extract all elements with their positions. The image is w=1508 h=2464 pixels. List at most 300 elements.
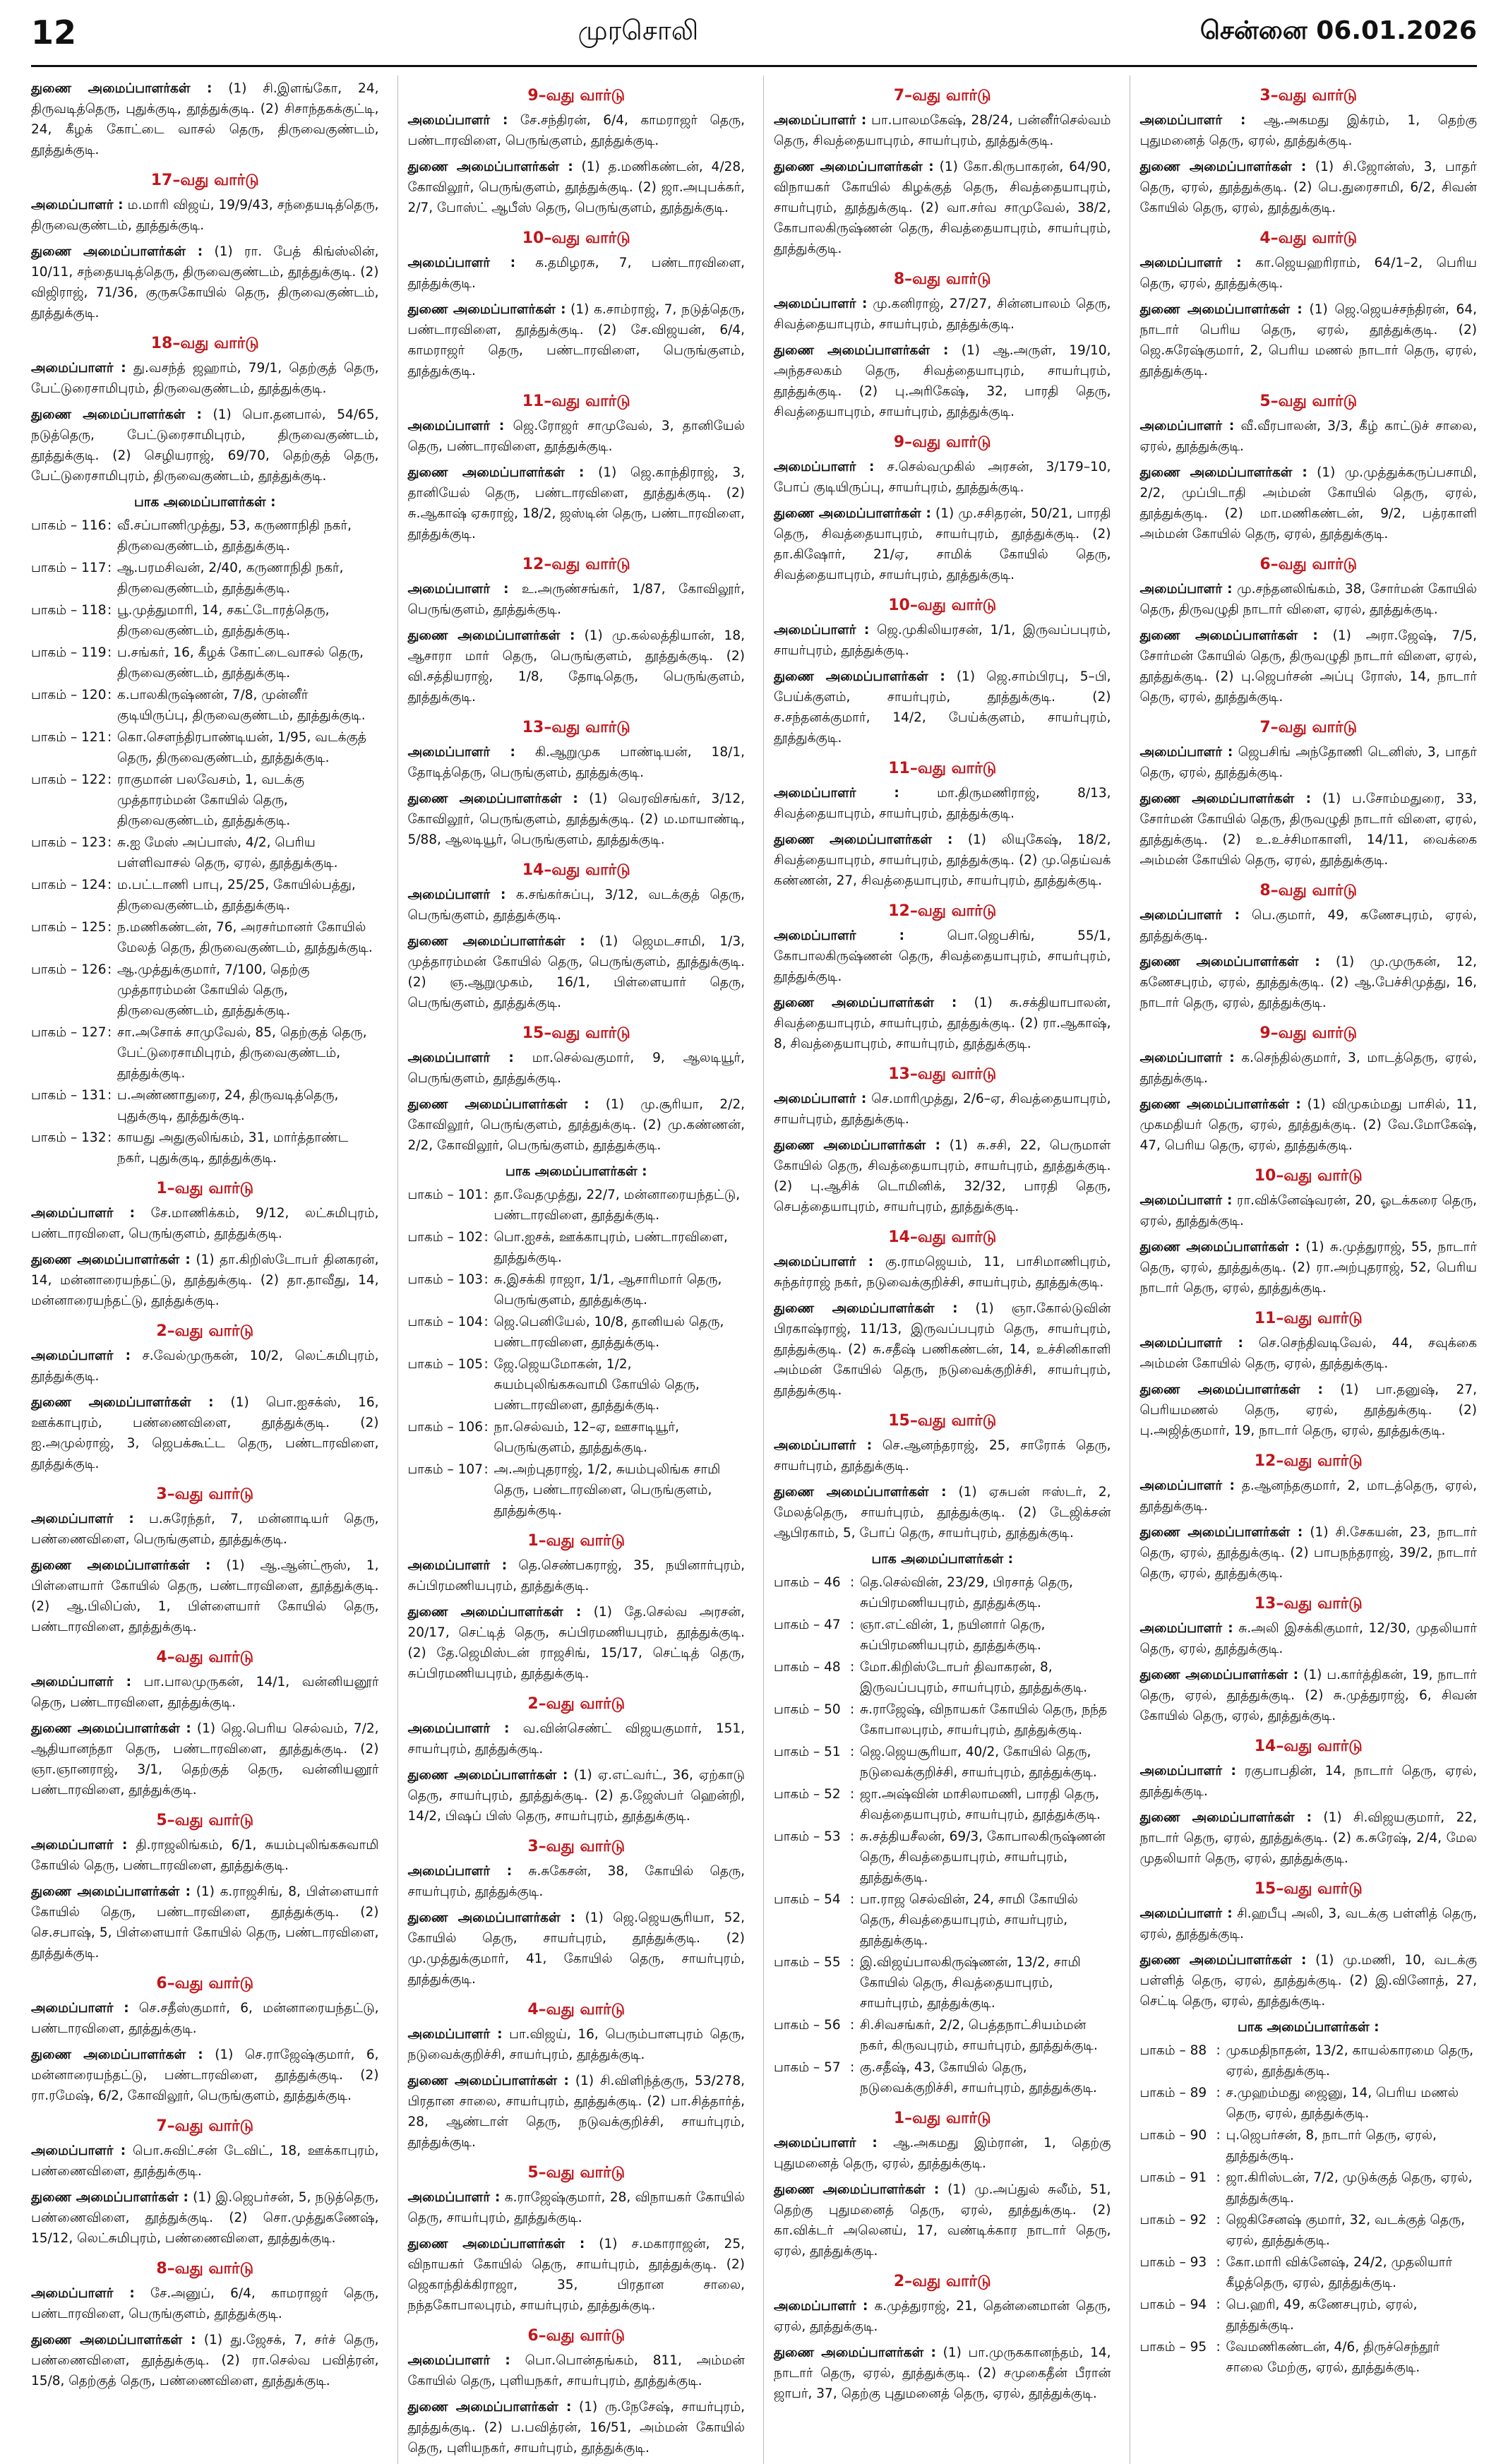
organiser-entry	[31, 78, 379, 160]
organiser-entry	[408, 2234, 746, 2316]
organiser-text: செ.மாரிமுத்து, 2/6–ஏ, சிவத்தையாபுரம், சாயர்புரம், தூத்துக்குடி.	[774, 1092, 1111, 1127]
booth-entry	[31, 959, 379, 1021]
organiser-entry	[774, 503, 1111, 585]
booth-text: தா.வேதமுத்து, 22/7, மன்னாரையந்தட்டு, பண்டாரவிளை, தூத்துக்குடி.	[493, 1188, 741, 1223]
organiser-text: ஜெ.ரோஜர் சாமுவேல், 3, தானியேல் தெரு, பண்டாரவிளை, தூத்துக்குடி.	[407, 419, 745, 454]
organiser-text: ஜெபசிங் அந்தோணி டெனிஸ், 3, பாதர் தெரு, ஏரல், தூத்துக்குடி.	[1139, 745, 1477, 780]
organiser-entry	[408, 1048, 746, 1089]
organiser-text: (1) சி.இளங்கோ, 24, திருவடித்தெரு, புதுக்குடி, தூத்துக்குடி. (2) சிசாந்தகக்குட்டி, 24, கீழக் கோட்டை வாசல் தெரு, திருவைகுண்டம், தூத்துக்குடி.	[31, 81, 379, 157]
organiser-entry	[1140, 1094, 1478, 1156]
organiser-entry	[408, 1094, 746, 1156]
organiser-entry	[1140, 1807, 1478, 1869]
booth-entry	[408, 1227, 746, 1268]
organiser-text: (1) க.ராஜசிங், 8, பிள்ளையார் கோயில் தெரு, பண்டாரவிளை, தூத்துக்குடி. (2) செ.சபாஷ், 5, பிள்ளையார் கோயில் தெரு, பண்டாரவிளை, தூத்துக்குடி.	[31, 1884, 379, 1961]
booth-separator: :	[484, 1315, 489, 1329]
role-label: அமைப்பாளர் :	[774, 1092, 867, 1106]
role-label: துணை அமைப்பாளர்கள் :	[1139, 1525, 1303, 1540]
booth-separator: :	[107, 730, 112, 745]
organiser-entry	[408, 1555, 746, 1596]
dateline: சென்னை 06.01.2026	[1199, 16, 1477, 45]
organiser-text: பொ.பொன்தங்கம், 811, அம்மன் கோயில் தெரு, புளியநகர், சாயர்புரம், தூத்துக்குடி.	[407, 2353, 745, 2388]
role-label: துணை அமைப்பாளர்கள் :	[31, 244, 203, 259]
organiser-text: (1) தே.செல்வ அரசன், 20/17, செட்டித் தெரு, சுப்பிரமணியபுரம், தூத்துக்குடி. (2) தே.ஜெமிஸ்டன் ராஜசிங், 15/17, செட்டித் தெரு, சுப்பிரமணியபுரம், தூத்துக்குடி.	[407, 1605, 745, 1681]
booth-text: மோ.கிறிஸ்டோபர் திவாகரன், 8, இருவப்பபுரம், சாயர்புரம், தூத்துக்குடி.	[860, 1660, 1088, 1695]
role-label: துணை அமைப்பாளர்கள் :	[774, 669, 945, 684]
organiser-text: (1) ஞா.கோல்டுவின் பிரகாஷ்ராஜ், 11/13, இருவப்பபுரம் தெரு, சாயர்புரம், தூத்துக்குடி. (2) சு.சதீஷ் பணிகண்டன், 14, உச்சினிகாளி அம்மன் கோயில் தெரு, நடுவைக்குறிச்சி, சாயர்புரம், தூத்துக்குடி.	[774, 1301, 1111, 1398]
booth-entry	[31, 770, 379, 831]
booth-entry	[774, 1742, 1111, 1783]
organiser-text: ஆ.அகமது இம்ரான், 1, தெற்கு புதுமனைத் தெரு, ஏரல், தூத்துக்குடி.	[774, 2136, 1111, 2171]
booth-entry	[774, 1615, 1111, 1656]
organiser-text: ஜெ.முகிலியரசன், 1/1, இருவப்பபுரம், சாயர்புரம், தூத்துக்குடி.	[774, 623, 1111, 658]
organiser-text: பா.விஜய், 16, பெரும்பாளபுரம் தெரு, நடுவைக்குறிச்சி, சாயர்புரம், தூத்துக்குடி.	[407, 2027, 745, 2062]
booth-separator: :	[850, 1745, 855, 1759]
column-2	[397, 76, 746, 2464]
role-label: துணை அமைப்பாளர்கள் :	[31, 2190, 188, 2205]
ward-title: 17–வது வார்டு	[150, 172, 259, 189]
booth-entry	[774, 2057, 1111, 2098]
ward-title: 7–வது வார்டு	[1259, 719, 1358, 736]
organiser-text: சே.சந்திரன், 6/4, காமராஜர் தெரு, பண்டாரவிளை, பெருங்குளம், தூத்துக்குடி.	[407, 113, 745, 148]
organiser-text: கா.ஜெயஹரிராம், 64/1–2, பெரிய தெரு, ஏரல், தூத்துக்குடி.	[1139, 256, 1477, 291]
booth-entry	[774, 1572, 1111, 1613]
booth-text: முகமதிநாதன், 13/2, காயல்காரமை தெரு, ஏரல், தூத்துக்குடி.	[1226, 2043, 1474, 2079]
role-label: துணை அமைப்பாளர்கள் :	[407, 791, 578, 806]
role-label: அமைப்பாளர் :	[774, 623, 870, 638]
organiser-text: (1) ஜெ.காந்திராஜ், 3, தானியேல் தெரு, பண்டாரவிளை, தூத்துக்குடி. (2) சு.ஆகாஷ் ஏசுராஜ், 18/2, ஜஸ்டின் தெரு, பண்டாரவிளை, தூத்துக்குடி.	[407, 465, 745, 542]
booth-separator: :	[107, 878, 112, 892]
organiser-text: மா.திருமணிராஜ், 8/13, சிவத்தையாபுரம், சாயர்புரம், தூத்துக்குடி.	[774, 786, 1111, 821]
booth-entry	[408, 1459, 746, 1521]
organiser-text: (1) மு.முருகன், 12, கணேசபுரம், ஏரல், தூத்துக்குடி. (2) ஆ.பேச்சிமுத்து, 16, நாடார் தெரு, ஏரல், தூத்துக்குடி.	[1139, 955, 1477, 1010]
booth-organisers-heading: பாக அமைப்பாளர்கள் :	[871, 1552, 1014, 1567]
booth-text: ப.சங்கர், 16, கீழக் கோட்டைவாசல் தெரு, திருவைகுண்டம், தூத்துக்குடி.	[117, 645, 364, 681]
role-label: அமைப்பாளர் :	[1139, 1478, 1235, 1493]
role-label: துணை அமைப்பாளர்கள் :	[774, 1301, 958, 1316]
ward-title: 6–வது வார்டு	[156, 1975, 254, 1992]
role-label: அமைப்பாளர் :	[1139, 1764, 1236, 1778]
organiser-entry	[408, 253, 746, 294]
organiser-entry	[408, 1908, 746, 1990]
organiser-text: ப.சுரேந்தர், 7, மன்னாடியர் தெரு, பண்ணைவிளை, பெருங்குளம், தூத்துக்குடி.	[31, 1512, 379, 1547]
booth-label: பாகம் – 103	[407, 1272, 483, 1287]
booth-entry	[774, 1784, 1111, 1825]
booth-text: வேமணிகண்டன், 4/6, திருச்செந்தூர் சாலை மேற்கு, ஏரல், தூத்துக்குடி.	[1226, 2340, 1440, 2375]
role-label: அமைப்பாளர் :	[407, 2027, 503, 2042]
booth-label: பாகம் – 121	[31, 730, 107, 745]
ward-title: 3–வது வார்டு	[1259, 87, 1358, 104]
organiser-text: தி.ராஜலிங்கம், 6/1, சுயம்புலிங்கசுவாமி கோயில் தெரு, பண்டாரவிளை, தூத்துக்குடி.	[31, 1838, 379, 1873]
organiser-text: த.ஆனந்தகுமார், 2, மாடத்தெரு, ஏரல், தூத்துக்குடி.	[1139, 1478, 1477, 1514]
organiser-entry	[774, 620, 1111, 661]
role-label: அமைப்பாளர் :	[774, 297, 868, 311]
organiser-entry	[774, 2179, 1111, 2261]
ward-title: 12–வது வார்டு	[1254, 1452, 1363, 1470]
booth-label: பாகம் – 106	[407, 1420, 483, 1435]
organiser-entry	[1140, 157, 1478, 218]
organiser-text: ஆ.அகமது இக்ரம், 1, தெற்கு புதுமனைத் தெரு, ஏரல், தூத்துக்குடி.	[1139, 113, 1477, 148]
booth-entry	[1140, 2083, 1478, 2124]
organiser-text: (1) பா.முருககானந்தம், 14, நாடார் தெரு, ஏரல், தூத்துக்குடி. (2) சமுகைதீன் பீரான் ஜாபர், 37, தெற்கு புதுமனைத் தெரு, ஏரல், தூத்துக்குடி.	[774, 2345, 1111, 2401]
booth-organisers-heading: பாக அமைப்பாளர்கள் :	[133, 495, 276, 510]
organiser-entry	[31, 2330, 379, 2391]
booth-entry	[774, 1826, 1111, 1888]
organiser-text: (1) விமுகம்மது பாசில், 11, முகமதியர் தெரு, ஏரல், தூத்துக்குடி. (2) வே.மோகேஷ், 47, பெரிய தெரு, ஏரல், தூத்துக்குடி.	[1139, 1097, 1477, 1153]
organiser-entry	[408, 626, 746, 707]
role-label: அமைப்பாளர் :	[407, 745, 515, 760]
organiser-text: சி.ஹபீபு அலி, 3, வடக்கு பள்ளித் தெரு, ஏரல், தூத்துக்குடி.	[1139, 1906, 1477, 1942]
organiser-text: மா.செல்வகுமார், 9, ஆலடியூர், பெருங்குளம், தூத்துக்குடி.	[407, 1051, 745, 1086]
booth-separator: :	[107, 1088, 112, 1103]
organiser-text: சே.மாணிக்கம், 9/12, லட்சுமிபுரம், பண்டாரவிளை, பெருங்குளம், தூத்துக்குடி.	[31, 1206, 379, 1241]
organiser-entry	[1140, 1237, 1478, 1298]
organiser-entry	[31, 1346, 379, 1387]
ward-title: 15–வது வார்டு	[888, 1412, 997, 1430]
organiser-entry	[774, 2133, 1111, 2174]
role-label: துணை அமைப்பாளர்கள் :	[1139, 955, 1320, 969]
organiser-text: (1) ஜெ.பெரிய செல்வம், 7/2, ஆதியானந்தா தெரு, பண்டாரவிளை, தூத்துக்குடி. (2) ஞா.ஞானராஜ், 3/1, தெற்குத் தெரு, வன்னியனூர் பண்டாரவிளை, தூத்துக்குடி.	[31, 1721, 379, 1798]
organiser-text: (1) ஏ.எட்வர்ட், 36, ஏற்காடு தெரு, சாயர்புரம், தூத்துக்குடி. (2) த.ஜேஸ்பர் ஹென்றி, 14/2, பிஷப் பிஸ் தெரு, சாயர்புரம், தூத்துக்குடி.	[407, 1768, 745, 1824]
organiser-entry	[1140, 1950, 1478, 2011]
organiser-entry	[774, 926, 1111, 987]
organiser-entry	[774, 457, 1111, 498]
booth-text: கு.சதீஷ், 43, கோயில் தெரு, நடுவைக்குறிச்சி, சாயர்புரம், தூத்துக்குடி.	[860, 2060, 1097, 2095]
booth-separator: :	[1216, 2255, 1221, 2270]
organiser-entry	[1140, 579, 1478, 620]
booth-label: பாகம் – 95	[1139, 2340, 1207, 2355]
organiser-text: மு.கனிராஜ், 27/27, சின்னபாலம் தெரு, சிவத்தையாபுரம், சாயர்புரம், தூத்துக்குடி.	[774, 297, 1111, 332]
ward-title: 4–வது வார்டு	[1259, 229, 1358, 247]
role-label: அமைப்பாளர் :	[31, 1512, 134, 1526]
ward-title: 15–வது வார்டு	[522, 1024, 630, 1042]
organiser-entry	[1140, 1903, 1478, 1944]
role-label: அமைப்பாளர் :	[31, 2286, 135, 2301]
ward-title: 7–வது வார்டு	[156, 2117, 254, 2135]
ward-title: 5–வது வார்டு	[527, 2164, 626, 2182]
role-label: அமைப்பாளர் :	[1139, 1621, 1233, 1636]
booth-separator: :	[484, 1230, 489, 1245]
ward-title: 8–வது வார்டு	[156, 2260, 254, 2278]
role-label: துணை அமைப்பாளர்கள் :	[407, 465, 585, 480]
booth-separator: :	[107, 835, 112, 850]
booth-entry	[1140, 2252, 1478, 2293]
organiser-entry	[408, 2397, 746, 2458]
booth-entry	[774, 1699, 1111, 1740]
booth-text: க.பாலகிருஷ்ணன், 7/8, முன்னீர் குடியிருப்பு, திருவைகுண்டம், தூத்துக்குடி.	[117, 688, 366, 723]
organiser-text: (1) சு.சக்தியாபாலன், சிவத்தையாபுரம், சாயர்புரம், தூத்துக்குடி. (2) ரா.ஆகாஷ், 8, சிவத்தையாபுரம், சாயர்புரம், தூத்துக்குடி.	[774, 995, 1111, 1051]
organiser-entry	[31, 1203, 379, 1244]
organiser-text: க.தமிழரசு, 7, பண்டாரவிளை, தூத்துக்குடி.	[407, 256, 745, 291]
organiser-entry	[31, 1392, 379, 1474]
role-label: துணை அமைப்பாளர்கள் :	[774, 995, 957, 1010]
ward-title: 2–வது வார்டு	[527, 1695, 626, 1713]
organiser-text: சு.அலி இசக்கிகுமார், 12/30, முதலியார் தெரு, ஏரல், தூத்துக்குடி.	[1139, 1621, 1477, 1656]
booth-entry	[31, 832, 379, 873]
organiser-entry	[408, 885, 746, 926]
booth-label: பாகம் – 50	[774, 1702, 841, 1717]
organiser-text: வீ.வீரபாலன், 3/3, கீழ் காட்டுச் சாலை, ஏரல், தூத்துக்குடி.	[1139, 419, 1477, 454]
role-label: அமைப்பாளர் :	[1139, 256, 1242, 270]
organiser-entry	[31, 1555, 379, 1637]
organiser-entry	[408, 2024, 746, 2065]
role-label: அமைப்பாளர் :	[1139, 582, 1233, 597]
role-label: துணை அமைப்பாளர்கள் :	[407, 628, 575, 643]
booth-entry	[31, 642, 379, 683]
organiser-text: பா.பாலமுருகன், 14/1, வன்னியனூர் தெரு, பண்டாரவிளை, தூத்துக்குடி.	[31, 1675, 379, 1710]
organiser-entry	[408, 579, 746, 620]
organiser-entry	[774, 993, 1111, 1054]
ward-title: 6–வது வார்டு	[527, 2327, 626, 2345]
booth-separator: :	[850, 2060, 855, 2075]
organiser-text: தெ.செண்பகராஜ், 35, நயினார்புரம், சுப்பிரமணியபுரம், தூத்துக்குடி.	[407, 1558, 745, 1593]
role-label: துணை அமைப்பாளர்கள் :	[774, 2182, 940, 2197]
organiser-entry	[31, 405, 379, 486]
booth-label: பாகம் – 104	[407, 1315, 483, 1329]
organiser-text: (1) வெரவிசங்கர், 3/12, கோவிலூர், பெருங்குளம், தூத்துக்குடி. (2) ம.மாயாண்டி, 5/88, ஆலடியூர், பெருங்குளம், தூத்துக்குடி.	[407, 791, 745, 847]
organiser-text: (1) து.ஜேசக், 7, சர்ச் தெரு, பண்ணைவிளை, தூத்துக்குடி. (2) ரா.செல்வ பவித்ரன், 15/8, தெற்குத் தெரு, பண்ணைவிளை, தூத்துக்குடி.	[31, 2333, 379, 2388]
ward-title: 12–வது வார்டு	[888, 902, 997, 920]
role-label: அமைப்பாளர் :	[407, 1864, 513, 1879]
booth-entry	[408, 1185, 746, 1226]
organiser-entry	[31, 1835, 379, 1876]
booth-entry	[774, 1952, 1111, 2014]
organiser-entry	[408, 1602, 746, 1684]
booth-label: பாகம் – 47	[774, 1617, 841, 1632]
booth-label: பாகம் – 52	[774, 1787, 841, 1802]
role-label: அமைப்பாளர் :	[774, 1255, 874, 1269]
role-label: துணை அமைப்பாளர்கள் :	[31, 81, 213, 96]
role-label: துணை அமைப்பாளர்கள் :	[407, 1605, 582, 1620]
organiser-entry	[774, 1435, 1111, 1476]
booth-entry	[408, 1312, 746, 1353]
booth-label: பாகம் – 91	[1139, 2170, 1207, 2185]
organiser-entry	[31, 2045, 379, 2106]
organiser-text: (1) செ.ராஜேஷ்குமார், 6, மன்னாரையந்தட்டு, பண்டாரவிளை, தூத்துக்குடி. (2) ரா.ரமேஷ், 6/2, கோவிலூர், பெருங்குளம், தூத்துக்குடி.	[31, 2047, 379, 2103]
booth-label: பாகம் – 124	[31, 878, 107, 892]
booth-label: பாகம் – 127	[31, 1025, 107, 1040]
role-label: அமைப்பாளர் :	[407, 1721, 510, 1736]
organiser-text: (1) சி.ஜோன்ஸ், 3, பாதர் தெரு, ஏரல், தூத்துக்குடி. (2) பெ.துரைசாமி, 6/2, சிவன் கோயில் தெரு, ஏரல், தூத்துக்குடி.	[1139, 160, 1477, 215]
ward-title: 2–வது வார்டு	[893, 2273, 991, 2290]
organiser-entry	[31, 2283, 379, 2324]
organiser-entry	[774, 1482, 1111, 1543]
role-label: அமைப்பாளர் :	[407, 256, 516, 270]
booth-label: பாகம் – 125	[31, 920, 107, 935]
organiser-entry	[1140, 462, 1478, 544]
ward-title: 10–வது வார்டு	[888, 597, 997, 614]
organiser-text: ச.செல்வமுகில் அரசன், 3/179–10, போப் குடியிருப்பு, சாயர்புரம், தூத்துக்குடி.	[774, 460, 1111, 495]
organiser-text: ரா.விக்னேஷ்வரன், 20, ஓடக்கரை தெரு, ஏரல், தூத்துக்குடி.	[1139, 1193, 1477, 1228]
booth-text: சு.ஐ மேஸ் அப்பாஸ், 4/2, பெரிய பள்ளிவாசல் தெரு, ஏரல், தூத்துக்குடி.	[117, 835, 338, 871]
role-label: துணை அமைப்பாளர்கள் :	[31, 2333, 196, 2348]
role-label: அமைப்பாளர் :	[1139, 1906, 1233, 1921]
role-label: அமைப்பாளர் :	[31, 1206, 136, 1221]
booth-entry	[31, 600, 379, 641]
booth-entry	[31, 685, 379, 726]
role-label: துணை அமைப்பாளர்கள் :	[407, 1910, 576, 1925]
organiser-entry	[774, 2296, 1111, 2337]
role-label: அமைப்பாளர் :	[774, 928, 905, 943]
booth-text: பெ.ஹரி, 49, கணேசபுரம், ஏரல், தூத்துக்குடி.	[1226, 2297, 1418, 2333]
organiser-entry	[408, 2350, 746, 2391]
role-label: அமைப்பாளர் :	[774, 2299, 868, 2314]
booth-separator: :	[107, 518, 112, 533]
booth-entry	[1140, 2337, 1478, 2378]
booth-separator: :	[484, 1272, 489, 1287]
ward-title: 4–வது வார்டு	[527, 2001, 626, 2019]
booth-label: பாகம் – 118	[31, 603, 107, 618]
organiser-text: பா.பாலமகேஷ், 28/24, பன்னீர்செல்வம் தெரு, சிவத்தையாபுரம், சாயர்புரம், தூத்துக்குடி.	[774, 113, 1111, 148]
ward-title: 14–வது வார்டு	[1254, 1738, 1363, 1755]
booth-text: சு.இசக்கி ராஜா, 1/1, ஆசாரிமார் தெரு, பெருங்குளம், தூத்துக்குடி.	[493, 1272, 722, 1308]
organiser-text: (1) ச.மகாராஜன், 25, விநாயகர் கோயில் தெரு, சாயர்புரம், தூத்துக்குடி. (2) ஜெகாந்திக்கிராஜா, 35, பிரதான சாலை, நந்தகோபாலபுரம், சாயர்புரம், தூத்துக்குடி.	[407, 2237, 745, 2313]
organiser-text: வ.வின்செண்ட் விஜயகுமார், 151, சாயர்புரம், தூத்துக்குடி.	[407, 1721, 746, 1757]
organiser-entry	[1140, 1761, 1478, 1802]
organiser-entry	[1140, 110, 1478, 151]
booth-text: சா.அசோக் சாமுவேல், 85, தெற்குத் தெரு, பேட்டுரைசாமிபுரம், திருவைகுண்டம், தூத்துக்குடி.	[117, 1025, 367, 1081]
role-label: அமைப்பாளர் :	[31, 2001, 129, 2016]
organiser-text: (1) மு.மணி, 10, வடக்கு பள்ளித் தெரு, ஏரல், தூத்துக்குடி. (2) இ.வினோத், 27, செட்டி தெரு, ஏரல், தூத்துக்குடி.	[1139, 1953, 1477, 2009]
organiser-text: (1) லியுகேஷ், 18/2, சிவத்தையாபுரம், சாயர்புரம், தூத்துக்குடி. (2) மு.தெய்வக் கண்ணன், 27, சிவத்தையாபுரம், சாயர்புரம், தூத்துக்குடி.	[774, 832, 1111, 888]
booth-label: பாகம் – 120	[31, 688, 107, 702]
organiser-entry	[408, 2187, 746, 2228]
ward-title: 1–வது வார்டு	[156, 1180, 254, 1197]
organiser-text: பொ.சுவிட்சன் டேவிட், 18, ஊக்காபுரம், பண்ணைவிளை, தூத்துக்குடி.	[31, 2143, 379, 2179]
booth-text: தெ.செல்வின், 23/29, பிரசாத் தெரு, சுப்பிரமணியபுரம், தூத்துக்குடி.	[860, 1575, 1073, 1610]
booth-label: பாகம் – 101	[407, 1188, 483, 1202]
ward-title: 11–வது வார்டு	[522, 393, 630, 410]
role-label: அமைப்பாளர் :	[407, 887, 506, 902]
role-label: துணை அமைப்பாளர்கள் :	[774, 343, 949, 358]
ward-title: 12–வது வார்டு	[522, 556, 630, 573]
booth-separator: :	[107, 688, 112, 702]
organiser-text: (1) சி.விஜயகுமார், 22, நாடார் தெரு, ஏரல், தூத்துக்குடி. (2) க.சுரேஷ், 2/4, மேல முதலியார் தெரு, ஏரல், தூத்துக்குடி.	[1139, 1810, 1477, 1866]
organiser-text: (1) மு.சூரியா, 2/2, கோவிலூர், பெருங்குளம், தூத்துக்குடி. (2) மு.கண்ணன், 2/2, கோவிலூர், பெருங்குளம், தூத்துக்குடி.	[407, 1097, 745, 1153]
booth-separator: :	[850, 2018, 855, 2033]
role-label: துணை அமைப்பாளர்கள் :	[1139, 1953, 1307, 1968]
booth-entry	[1140, 2125, 1478, 2166]
role-label: அமைப்பாளர் :	[31, 198, 124, 213]
booth-text: பு.ஜெபர்சன், 8, நாடார் தெரு, ஏரல், தூத்துக்குடி.	[1226, 2128, 1437, 2163]
booth-entry	[31, 1085, 379, 1126]
organiser-entry	[1140, 416, 1478, 457]
organiser-entry	[1140, 1048, 1478, 1089]
organiser-text: க.ராஜேஷ்குமார், 28, விநாயகர் கோயில் தெரு, சாயர்புரம், தூத்துக்குடி.	[407, 2190, 745, 2225]
booth-label: பாகம் – 57	[774, 2060, 841, 2075]
booth-separator: :	[107, 561, 112, 575]
role-label: துணை அமைப்பாளர்கள் :	[407, 1097, 590, 1112]
organiser-entry	[1140, 1665, 1478, 1726]
booth-text: இ.விஜய்பாலகிருஷ்ணன், 13/2, சாமி கோயில் தெரு, சிவத்தையாபுரம், சாயர்புரம், தூத்துக்குடி.	[860, 1955, 1081, 2011]
booth-separator: :	[850, 1829, 855, 1844]
booth-text: ஆ.முத்துக்குமார், 7/100, தெற்கு முத்தாரம்மன் கோயில் தெரு, திருவைகுண்டம், தூத்துக்குடி.	[117, 962, 310, 1018]
booth-text: ந.மணிகண்டன், 76, அரசர்மானர் கோயில் மேலத் தெரு, திருவைகுண்டம், தூத்துக்குடி.	[117, 920, 373, 955]
booth-text: பொ.ஐசக், ஊக்காபுரம், பண்டாரவிளை, தூத்துக்குடி.	[493, 1230, 728, 1265]
organiser-entry	[408, 2071, 746, 2153]
organiser-entry	[31, 2141, 379, 2182]
booth-text: பூ.முத்துமாரி, 14, சகட்டோரத்தெரு, திருவைகுண்டம், தூத்துக்குடி.	[117, 603, 330, 638]
role-label: துணை அமைப்பாளர்கள் :	[31, 1252, 191, 1267]
ward-title: 13–வது வார்டு	[522, 719, 630, 736]
booth-text: ஜா.அஷ்வின் மாசிலாமணி, பாரதி தெரு, சிவத்தையாபுரம், சாயர்புரம், தூத்துக்குடி.	[860, 1787, 1101, 1822]
booth-text: வீ.சப்பாணிமுத்து, 53, கருணாநிதி நகர், திருவைகுண்டம், தூத்துக்குடி.	[117, 518, 352, 554]
booth-text: பா.ராஜ செல்வின், 24, சாமி கோயில் தெரு, சிவத்தையாபுரம், சாயர்புரம், தூத்துக்குடி.	[860, 1892, 1078, 1948]
booth-text: ஜே.ஜெயமோகன், 1/2, சுயம்புலிங்கசுவாமி கோயில் தெரு, பண்டாரவிளை, தூத்துக்குடி.	[493, 1357, 700, 1413]
role-label: துணை அமைப்பாளர்கள் :	[31, 1395, 214, 1410]
role-label: அமைப்பாளர் :	[407, 1051, 514, 1065]
booth-separator: :	[850, 1617, 855, 1632]
booth-entry	[774, 1889, 1111, 1951]
role-label: துணை அமைப்பாளர்கள் :	[31, 1558, 211, 1573]
organiser-text: செ.செந்திவடிவேல், 44, சவுக்கை அம்மன் கோயில் தெரு, ஏரல், தூத்துக்குடி.	[1139, 1336, 1477, 1371]
ward-title: 6–வது வார்டு	[1259, 556, 1358, 573]
role-label: துணை அமைப்பாளர்கள் :	[407, 1768, 568, 1783]
booth-text: ஆ.பரமசிவன், 2/40, கருணாநிதி நகர், திருவைகுண்டம், தூத்துக்குடி.	[117, 561, 344, 596]
organiser-entry	[408, 789, 746, 850]
booth-label: பாகம் – 88	[1139, 2043, 1207, 2058]
organiser-entry	[31, 1998, 379, 2039]
organiser-entry	[408, 299, 746, 381]
booth-entry	[1140, 2167, 1478, 2208]
booth-label: பாகம் – 126	[31, 962, 107, 977]
ward-title: 15–வது வார்டு	[1254, 1880, 1363, 1898]
ward-title: 14–வது வார்டு	[888, 1228, 997, 1246]
organiser-entry	[31, 1718, 379, 1800]
ward-title: 18–வது வார்டு	[150, 335, 259, 352]
booth-label: பாகம் – 53	[774, 1829, 841, 1844]
organiser-text: உ.அருண்சங்கர், 1/87, கோவிலூர், பெருங்குளம், தூத்துக்குடி.	[407, 582, 745, 617]
booth-entry	[31, 917, 379, 958]
organiser-text: செ.சதீஸ்குமார், 6, மன்னாரையந்தட்டு, பண்டாரவிளை, தூத்துக்குடி.	[31, 2001, 379, 2036]
booth-text: ஞா.எட்வின், 1, நயினார் தெரு, சுப்பிரமணியபுரம், தூத்துக்குடி.	[860, 1617, 1046, 1653]
organiser-entry	[31, 195, 379, 236]
organiser-text: து.வசந்த் ஜஹாம், 79/1, தெற்குத் தெரு, பேட்டுரைசாமிபுரம், திருவைகுண்டம், தூத்துக்குடி.	[31, 361, 379, 396]
booth-separator: :	[107, 1025, 112, 1040]
ward-title: 11–வது வார்டு	[888, 760, 997, 777]
booth-entry	[408, 1269, 746, 1310]
role-label: துணை அமைப்பாளர்கள் :	[1139, 160, 1307, 174]
booth-separator: :	[850, 1787, 855, 1802]
organiser-text: (1) க.சாம்ராஜ், 7, நடுத்தெரு, பண்டாரவிளை, தூத்துக்குடி. (2) சே.விஜயன், 6/4, காமராஜர் தெரு, பண்டாரவிளை, பெருங்குளம், தூத்துக்குடி.	[407, 302, 745, 378]
booth-text: கொ.செளந்திரபாண்டியன், 1/95, வடக்குத் தெரு, திருவைகுண்டம், தூத்துக்குடி.	[117, 730, 366, 765]
booth-separator: :	[1216, 2170, 1221, 2185]
ward-title: 1–வது வார்டு	[527, 1532, 626, 1550]
role-label: அமைப்பாளர் :	[407, 419, 505, 433]
role-label: அமைப்பாளர் :	[1139, 908, 1240, 923]
organiser-entry	[774, 340, 1111, 422]
role-label: அமைப்பாளர் :	[1139, 419, 1235, 433]
booth-text: ராகுமான் பலவேசம், 1, வடக்கு முத்தாரம்மன் கோயில் தெரு, திருவைகுண்டம், தூத்துக்குடி.	[117, 772, 304, 828]
organiser-entry	[408, 1861, 746, 1902]
organiser-entry	[1140, 1380, 1478, 1441]
booth-label: பாகம் – 93	[1139, 2255, 1207, 2270]
booth-entry	[1140, 2210, 1478, 2251]
organiser-entry	[1140, 253, 1478, 294]
booth-label: பாகம் – 51	[774, 1745, 841, 1759]
role-label: துணை அமைப்பாளர்கள் :	[774, 160, 934, 174]
booth-separator: :	[850, 1892, 855, 1907]
organiser-text: (1) ஜெ.ஜெயசூரியா, 52, கோயில் தெரு, சாயர்புரம், தூத்துக்குடி. (2) மு.முத்துக்குமார், 41, கோயில் தெரு, சாயர்புரம், தூத்துக்குடி.	[407, 1910, 745, 1987]
organiser-text: (1) சி.விளிந்த்குரு, 53/278, பிரதான சாலை, சாயர்புரம், தூத்துக்குடி. (2) பா.சித்தார்த், 28, ஆண்டாள் தெரு, நடுவக்குறிச்சி, சாயர்புரம், தூத்துக்குடி.	[407, 2074, 745, 2150]
booth-separator: :	[107, 772, 112, 787]
organiser-entry	[31, 1250, 379, 1311]
booth-text: ஜெ.ஜெயசூரியா, 40/2, கோயில் தெரு, நடுவைக்குறிச்சி, சாயர்புரம், தூத்துக்குடி.	[860, 1745, 1097, 1780]
booth-label: பாகம் – 92	[1139, 2213, 1207, 2227]
ward-title: 9–வது வார்டு	[1259, 1024, 1358, 1042]
ward-title: 11–வது வார்டு	[1254, 1310, 1363, 1327]
organiser-entry	[1140, 626, 1478, 707]
organiser-text: (1) சு.சசி, 22, பெருமாள் கோயில் தெரு, சிவத்தையாபுரம், சாயர்புரம், தூத்துக்குடி. (2) பு.ஆசிக் டொமினிக், 32/32, பாரதி தெரு, செபத்தையாபுரம், சாயர்புரம், தூத்துக்குடி.	[774, 1138, 1111, 1214]
